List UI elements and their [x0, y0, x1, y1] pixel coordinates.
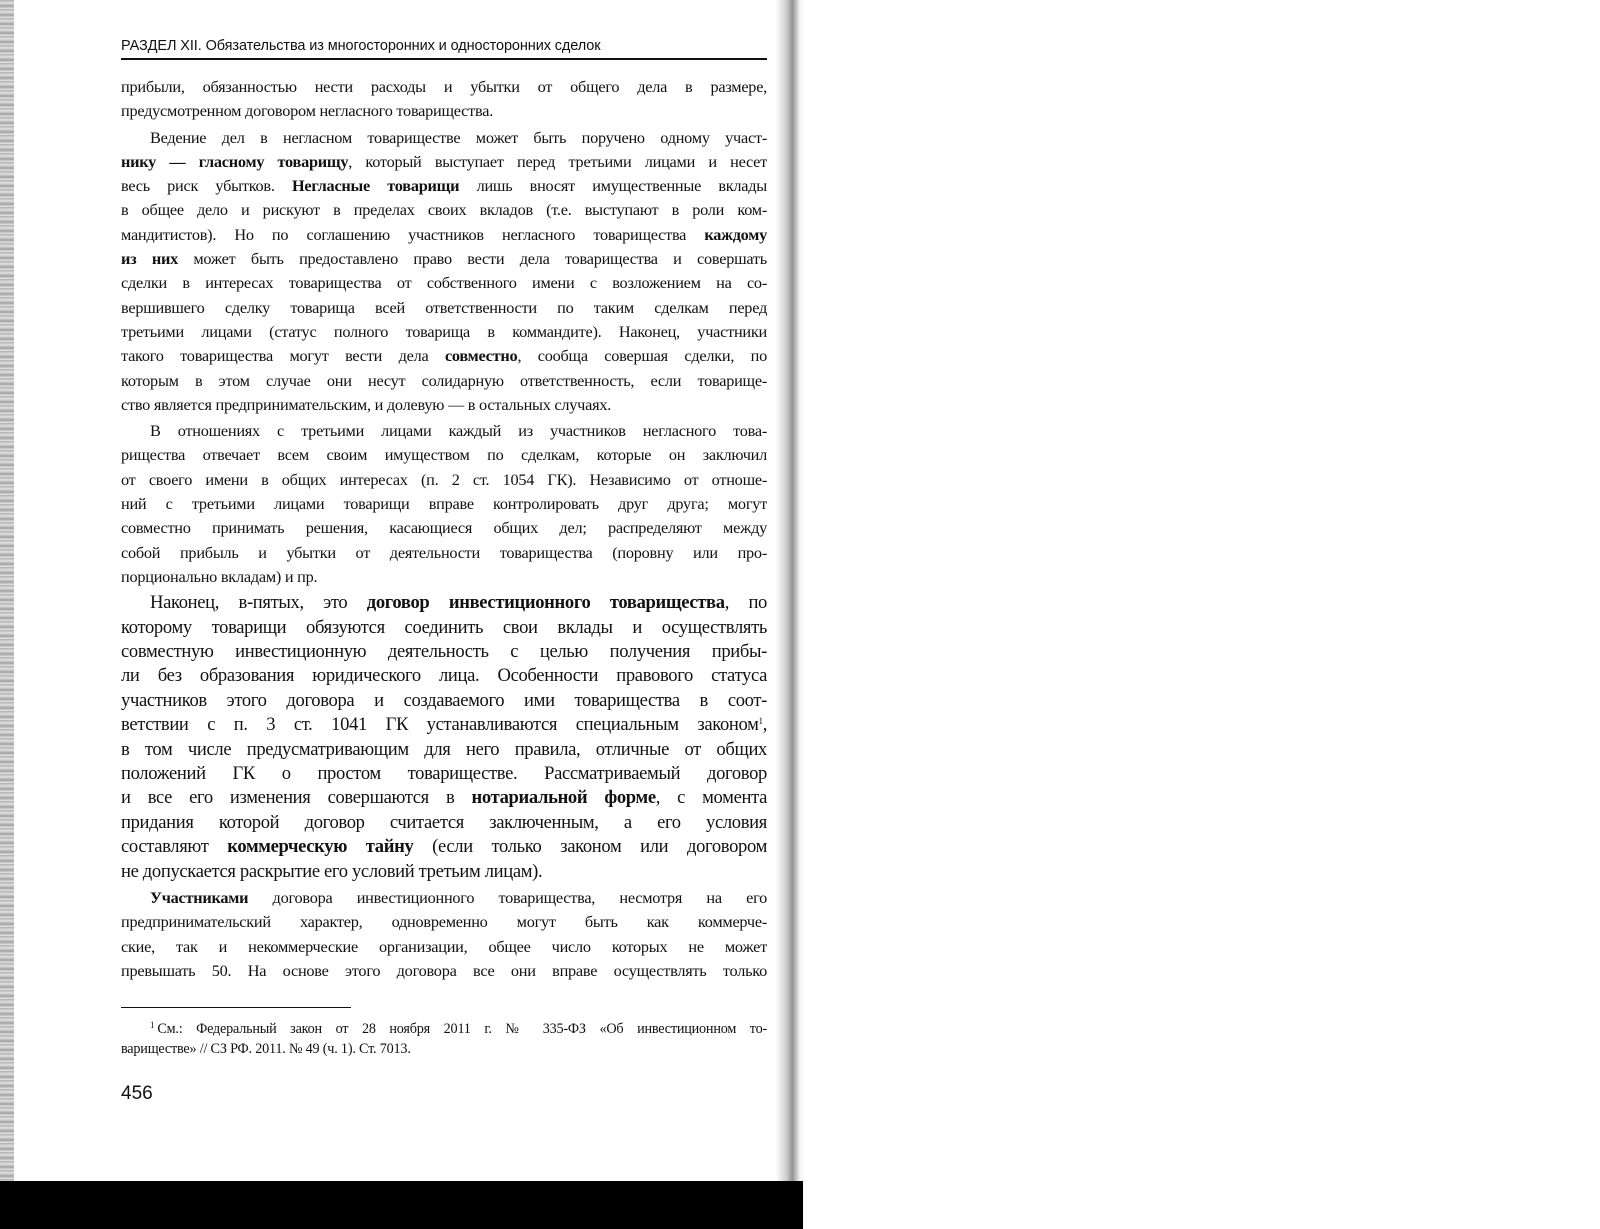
text-line: В отношениях с третьими лицами каждый из участников негласного това- [150, 421, 767, 441]
footnote-divider [121, 1007, 351, 1008]
text-line: весь риск убытков. Негласные товарищи лишь вносят имущественные вклады [121, 176, 767, 196]
text-line: Участниками договора инвестиционного товарищества, несмотря на его [150, 888, 767, 908]
text-line: которому товарищи обязуются соединить свои вклады и осуществлять [121, 616, 767, 638]
text-line: превышать 50. На основе этого договора все они вправе осуществлять только [121, 961, 767, 980]
text-line: ство является предпринимательским, и долевую — в остальных случаях. [121, 394, 612, 414]
footnote-reference: 1 [758, 716, 763, 727]
text-line: Ведение дел в негласном товариществе может быть поручено одному участ- [150, 127, 767, 147]
text-line: в общее дело и рискуют в пределах своих вкладов (т.е. выступают в роли ком- [121, 200, 767, 220]
text-line: из них может быть предоставлено право вести дела товарищества и совершать [121, 249, 767, 269]
text-line: и все его изменения совершаются в нотариальной форме, с момента [121, 787, 767, 809]
text-line: не допускается раскрытие его условий третьим лицам). [121, 860, 543, 882]
text-line: вершившего сделку товарища всей ответственности по таким сделкам перед [121, 297, 767, 317]
paragraph-4 [121, 591, 767, 884]
text-line: Наконец, в-пятых, это договор инвестиционного товарищества, по [150, 592, 767, 614]
paragraph-3 [121, 419, 767, 589]
page-number: 456 [121, 1083, 153, 1105]
text-line: совместную инвестиционную деятельность с целью получения прибы- [121, 641, 767, 663]
footnote-line: $^1$ См.: Федеральный закон от 28 ноября 2011 г. № 335-ФЗ «Об инвестиционном то- [150, 1020, 767, 1038]
body-text [121, 75, 767, 983]
bold-term: нотариальной форме [471, 787, 656, 809]
paragraph-2 [121, 126, 767, 418]
text-line: третьими лицами (статус полного товарища в коммандите). Наконец, участники [121, 321, 767, 341]
text-line: собой прибыль и убытки от деятельности товарищества (поровну или про- [121, 542, 767, 562]
bold-term: нику — гласному товарищу [121, 151, 349, 171]
text-line: ний с третьими лицами товарищи вправе контролировать друг друга; могут [121, 494, 767, 514]
running-header: РАЗДЕЛ XII. Обязательства из многосторонних и односторонних сделок [121, 38, 767, 60]
footnote-mark: 1 [150, 1020, 155, 1031]
text-line: положений ГК о простом товариществе. Рассматриваемый договор [121, 763, 767, 785]
scan-left-edge [0, 0, 14, 1229]
text-line: порционально вкладам) и пр. [121, 566, 318, 586]
bold-term: договор инвестиционного товарищества [366, 592, 725, 614]
text-line: такого товарищества могут вести дела совместно, сообща совершая сделки, по [121, 346, 767, 366]
text-line: составляют коммерческую тайну (если только законом или договором [121, 836, 767, 858]
text-line: предпринимательский характер, одновременно могут быть как коммерче- [121, 912, 767, 932]
scan-bottom-border [0, 1181, 803, 1229]
text-line: участников этого договора и создаваемого ими товарищества в соот- [121, 689, 767, 711]
text-line: рищества отвечает всем своим имуществом по сделкам, которые он заключил [121, 445, 767, 465]
text-line: в том числе предусматривающим для него правила, отличные от общих [121, 738, 767, 760]
text-line: сделки в интересах товарищества от собственного имени с возложением на со- [121, 273, 767, 293]
text-line: которым в этом случае они несут солидарную ответственность, если товарище- [121, 370, 767, 390]
bold-term: из них [121, 249, 178, 269]
text-line: мандитистов). Но по соглашению участников негласного товарищества каждому [121, 224, 767, 244]
text-line: предусмотренном договором негласного товарищества. [121, 101, 494, 121]
text-line: от своего имени в общих интересах (п. 2 ст. 1054 ГК). Независимо от отноше- [121, 469, 767, 489]
text-line: прибыли, обязанностью нести расходы и убытки от общего дела в размере, [121, 77, 767, 96]
text-line: ли без образования юридического лица. Особенности правового статуса [121, 665, 767, 687]
page-fold-shadow [776, 0, 806, 1229]
paragraph-5 [121, 886, 767, 983]
text-line: ветствии с п. 3 ст. 1041 ГК устанавливаются специальным законом$^1$, [121, 714, 767, 736]
text-line: придания которой договор считается заключенным, а его условия [121, 811, 767, 833]
footnote-line: вариществе» // СЗ РФ. 2011. № 49 (ч. 1). Ст. 7013. [121, 1041, 411, 1058]
bold-term: каждому [704, 224, 767, 244]
bold-term: коммерческую тайну [227, 836, 414, 858]
text-line: ские, так и некоммерческие организации, общее число которых не может [121, 936, 767, 956]
bold-term: Негласные товарищи [291, 176, 460, 196]
bold-term: совместно [444, 346, 518, 366]
footnote [121, 1015, 767, 1059]
text-line: нику — гласному товарищу, который выступает перед третьими лицами и несет [121, 151, 767, 171]
bold-term: Участниками [150, 888, 249, 908]
book-page [121, 38, 767, 1105]
paragraph-1 [121, 75, 767, 124]
text-line: совместно принимать решения, касающиеся общих дел; распределяют между [121, 518, 767, 538]
